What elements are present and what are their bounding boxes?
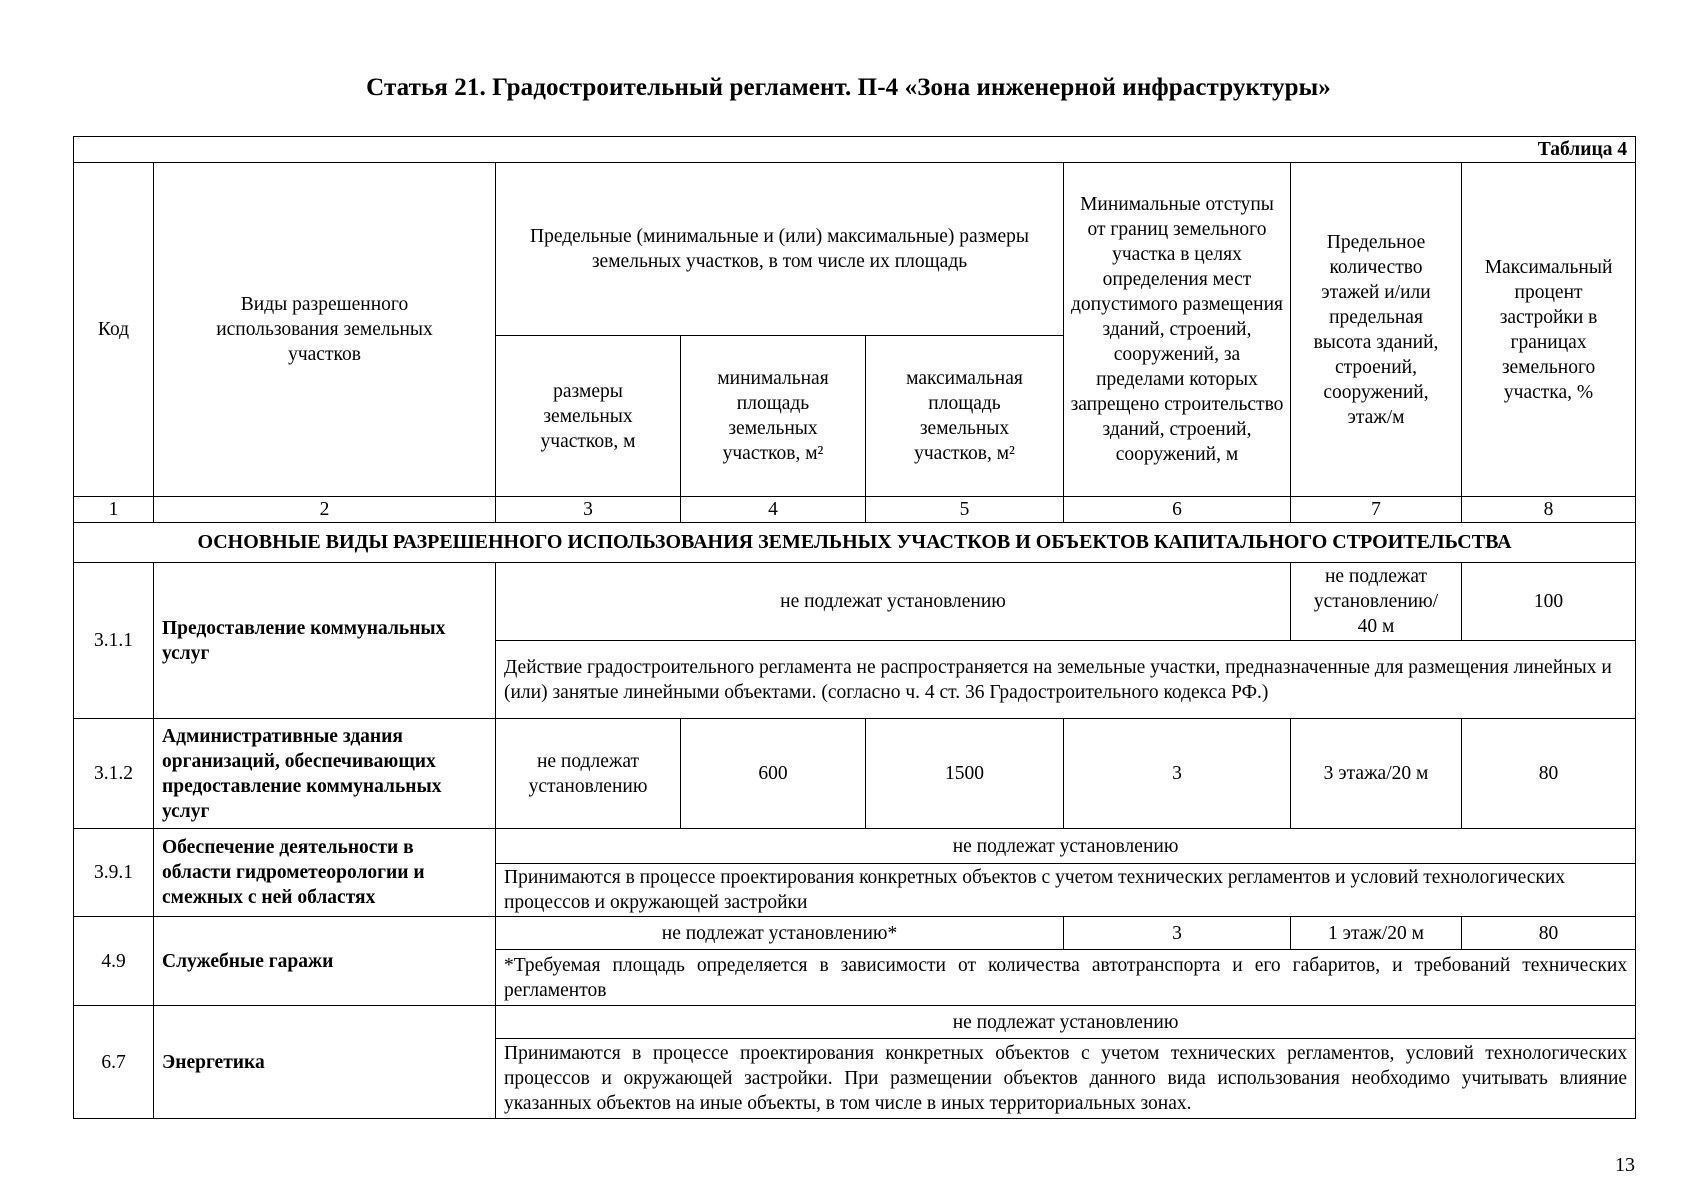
row-coverage: 80: [1462, 719, 1636, 829]
section-title: ОСНОВНЫЕ ВИДЫ РАЗРЕШЕННОГО ИСПОЛЬЗОВАНИЯ ЗЕМЕЛЬНЫХ УЧАСТКОВ И ОБЪЕКТОВ КАПИТАЛЬНОГО СТРОИТЕЛЬСТВА: [74, 523, 1636, 563]
table-row: [74, 829, 1636, 864]
row-code: 3.1.1: [74, 563, 154, 719]
row-floors: 3 этажа/20 м: [1291, 719, 1462, 829]
row-min-area: 600: [681, 719, 866, 829]
column-number: 7: [1291, 497, 1462, 523]
row-plot-size: не подлежат установлению: [496, 719, 681, 829]
row-limits: не подлежат установлению: [496, 829, 1636, 864]
table-row: [74, 563, 1636, 641]
column-number: 4: [681, 497, 866, 523]
column-number: 1: [74, 497, 154, 523]
header-row: [74, 163, 1636, 336]
column-number: 5: [866, 497, 1064, 523]
column-number: 2: [154, 497, 496, 523]
row-coverage: 80: [1462, 917, 1636, 950]
header-plot-size: размеры земельных участков, м: [496, 336, 681, 497]
row-floors: 1 этаж/20 м: [1291, 917, 1462, 950]
row-limits: не подлежат установлению*: [496, 917, 1064, 950]
row-coverage: 100: [1462, 563, 1636, 641]
column-number: 8: [1462, 497, 1636, 523]
row-code: 4.9: [74, 917, 154, 1006]
row-use-name: Энергетика: [154, 1006, 496, 1119]
row-setbacks: 3: [1064, 719, 1291, 829]
section-row: [74, 523, 1636, 563]
table-caption: Таблица 4: [74, 137, 1636, 163]
column-number: 3: [496, 497, 681, 523]
row-use-name: Служебные гаражи: [154, 917, 496, 1006]
row-note: Принимаются в процессе проектирования конкретных объектов с учетом технических регламентов и условий технологических процессов и окружающей застройки: [496, 864, 1636, 917]
header-use-types: Виды разрешенного использования земельных участков: [154, 163, 496, 497]
header-floors: Предельное количество этажей и/или предельная высота зданий, строений, сооружений, этаж/м: [1291, 163, 1462, 497]
row-note: *Требуемая площадь определяется в зависимости от количества автотранспорта и его габаритов, и требований технических регламентов: [496, 950, 1636, 1006]
header-min-area: минимальная площадь земельных участков, м²: [681, 336, 866, 497]
row-limits: не подлежат установлению: [496, 563, 1291, 641]
column-number: 6: [1064, 497, 1291, 523]
header-max-area: максимальная площадь земельных участков, м²: [866, 336, 1064, 497]
row-setbacks: 3: [1064, 917, 1291, 950]
header-plot-limits: Предельные (минимальные и (или) максимальные) размеры земельных участков, в том числе их площадь: [496, 163, 1064, 336]
regulation-table: [73, 136, 1636, 1119]
row-code: 6.7: [74, 1006, 154, 1119]
row-use-name: Обеспечение деятельности в области гидрометеорологии и смежных с ней областях: [154, 829, 496, 917]
row-use-name: Административные здания организаций, обеспечивающих предоставление коммунальных услуг: [154, 719, 496, 829]
row-limits: не подлежат установлению: [496, 1006, 1636, 1039]
page-number: 13: [1615, 1154, 1635, 1176]
page-title: Статья 21. Градостроительный регламент. П-4 «Зона инженерной инфраструктуры»: [366, 74, 1331, 101]
table-row: [74, 719, 1636, 829]
row-use-name: Предоставление коммунальных услуг: [154, 563, 496, 719]
column-numbers-row: [74, 497, 1636, 523]
row-code: 3.9.1: [74, 829, 154, 917]
header-setbacks: Минимальные отступы от границ земельного участка в целях определения мест допустимого размещения зданий, строений, сооружений, за пределами которых запрещено строительство зданий, строений, сооружений, м: [1064, 163, 1291, 497]
header-coverage: Максимальный процент застройки в границах земельного участка, %: [1462, 163, 1636, 497]
row-note: Действие градостроительного регламента не распространяется на земельные участки, предназначенные для размещения линейных и (или) занятые линейными объектами. (согласно ч. 4 ст. 36 Градостроительного кодекса РФ.): [496, 641, 1636, 719]
row-code: 3.1.2: [74, 719, 154, 829]
table-row: [74, 917, 1636, 950]
header-code: Код: [74, 163, 154, 497]
table-caption-row: [74, 137, 1636, 163]
row-note: Принимаются в процессе проектирования конкретных объектов с учетом технических регламентов, условий технологических процессов и окружающей застройки. При размещении объектов данного вида использования необходимо учитывать влияние указанных объектов на иные объекты, в том числе в иных территориальных зонах.: [496, 1039, 1636, 1119]
row-max-area: 1500: [866, 719, 1064, 829]
table-row: [74, 1006, 1636, 1039]
row-floors: не подлежат установлению/ 40 м: [1291, 563, 1462, 641]
